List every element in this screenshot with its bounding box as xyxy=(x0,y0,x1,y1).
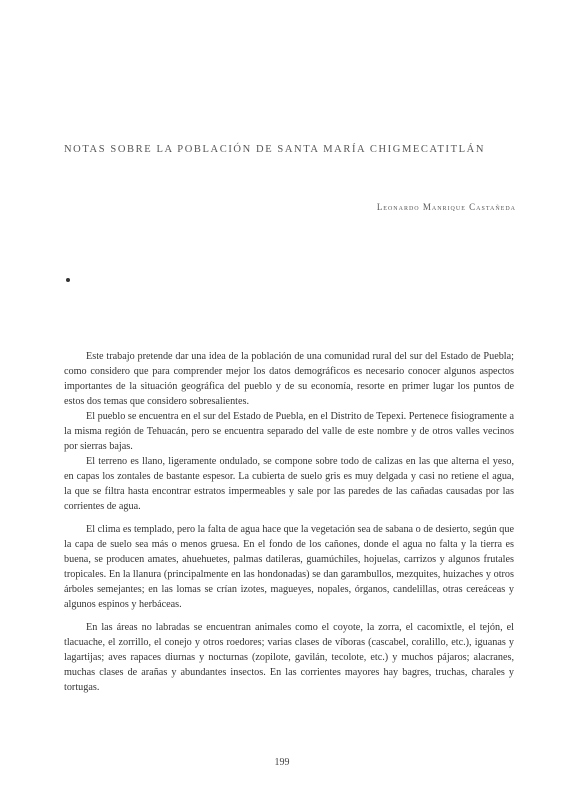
page-number: 199 xyxy=(274,757,290,768)
paragraph: Este trabajo pretende dar una idea de la población de una comunidad rural del sur del Estado de Puebla; como considero que para comprender mejor los datos demográficos es necesario conocer algunos aspectos importantes de la situación geográfica del pueblo y de su economía, resorte en primer lugar los puntos de estos dos temas que considero sobresalientes. xyxy=(64,351,514,407)
article-author: Leonardo Manrique Castañeda xyxy=(376,202,516,212)
article-body xyxy=(64,349,514,695)
paragraph: El clima es templado, pero la falta de agua hace que la vegetación sea de sabana o de desierto, según que la capa de suelo sea más o menos gruesa. En el fondo de los cañones, donde el agua no falta y la tierra es buena, se producen amates, ahuehuetes, palmas datileras, guamúchiles, hojuelas, carrizos y algunos frutales tropicales. En la llanura (principalmente en las hondonadas) se dan garambullos, mezquites, huizaches y otros árboles semejantes; en las lomas se crían izotes, magueyes, nopales, órganos, candelillas, otras cereáceas y algunos espinos y herbáceas. xyxy=(64,524,514,610)
paragraph: El pueblo se encuentra en el sur del Estado de Puebla, en el Distrito de Tepexi. Pertenece fisiogramente a la misma región de Tehuacán, pero se encuentra separado del valle de este nombre y de otros valles vecinos por sierras bajas. xyxy=(64,411,514,452)
paragraph: El terreno es llano, ligeramente ondulado, se compone sobre todo de calizas en las que alterna el yeso, en capas los zontales de bastante espesor. La cubierta de suelo gris es muy delgada y casi no retiene el agua, la que se filtra hasta encontrar estratos impermeables y sale por las paredes de las cañadas causadas por las corrientes de agua. xyxy=(64,456,514,512)
bullet-mark xyxy=(66,278,70,282)
article-title: NOTAS SOBRE LA POBLACIÓN DE SANTA MARÍA CHIGMECATITLÁN xyxy=(64,144,486,155)
paragraph: En las áreas no labradas se encuentran animales como el coyote, la zorra, el cacomixtle, el tejón, el tlacuache, el zorrillo, el conejo y otros roedores; varias clases de víboras (cascabel, coralillo, etc.), iguanas y lagartijas; aves rapaces diurnas y nocturnas (zopilote, gavilán, tecolote, etc.) y muchos pájaros; alacranes, muchas clases de arañas y abundantes insectos. En las corrientes mayores hay bagres, truchas, charales y tortugas. xyxy=(64,622,514,693)
